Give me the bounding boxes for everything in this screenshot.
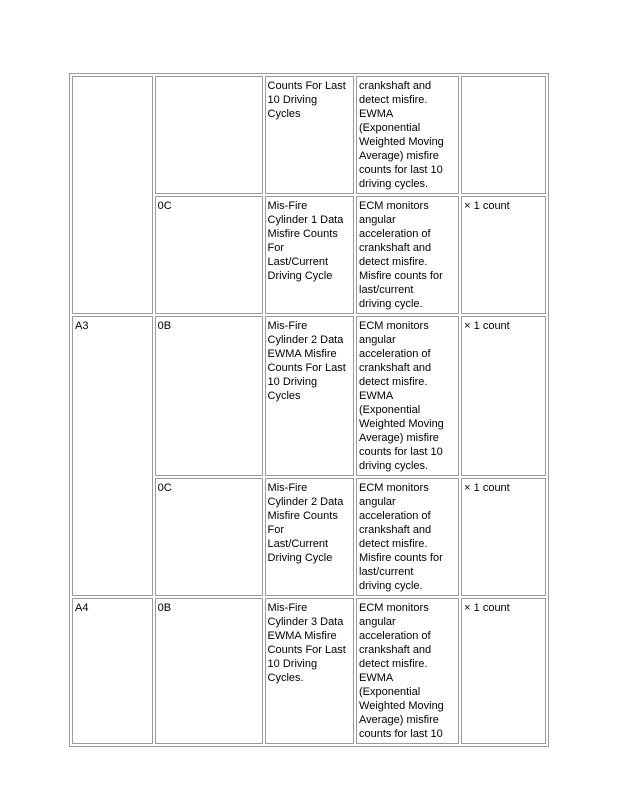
table-row [72, 598, 546, 744]
description-cell: Mis-Fire Cylinder 1 Data Misfire Counts For Last/Current Driving Cycle [265, 196, 354, 314]
description-cell: Counts For Last 10 Driving Cycles [265, 76, 354, 194]
units-cell: × 1 count [461, 478, 546, 596]
tid-cell: 0C [155, 196, 263, 314]
description-cell: Mis-Fire Cylinder 2 Data Misfire Counts For Last/Current Driving Cycle [265, 478, 354, 596]
conversion-cell: ECM monitors angular acceleration of crankshaft and detect misfire. EWMA (Exponential Weighted Moving Average) misfire counts for last 10 [356, 598, 459, 744]
data-table [69, 73, 549, 747]
pid-cell: A3 [72, 316, 153, 596]
tid-cell: 0C [155, 478, 263, 596]
conversion-cell: ECM monitors angular acceleration of crankshaft and detect misfire. Misfire counts for last/current driving cycle. [356, 478, 459, 596]
pid-cell: A4 [72, 598, 153, 744]
conversion-cell: crankshaft and detect misfire. EWMA (Exponential Weighted Moving Average) misfire counts for last 10 driving cycles. [356, 76, 459, 194]
tid-cell: 0B [155, 598, 263, 744]
table-row [72, 316, 546, 476]
pid-cell [72, 76, 153, 314]
tid-cell: 0B [155, 316, 263, 476]
units-cell [461, 76, 546, 194]
conversion-cell: ECM monitors angular acceleration of crankshaft and detect misfire. Misfire counts for last/current driving cycle. [356, 196, 459, 314]
conversion-cell: ECM monitors angular acceleration of crankshaft and detect misfire. EWMA (Exponential Weighted Moving Average) misfire counts for last 10 driving cycles. [356, 316, 459, 476]
table-row [72, 76, 546, 194]
units-cell: × 1 count [461, 598, 546, 744]
units-cell: × 1 count [461, 196, 546, 314]
description-cell: Mis-Fire Cylinder 3 Data EWMA Misfire Counts For Last 10 Driving Cycles. [265, 598, 354, 744]
units-cell: × 1 count [461, 316, 546, 476]
tid-cell [155, 76, 263, 194]
description-cell: Mis-Fire Cylinder 2 Data EWMA Misfire Counts For Last 10 Driving Cycles [265, 316, 354, 476]
